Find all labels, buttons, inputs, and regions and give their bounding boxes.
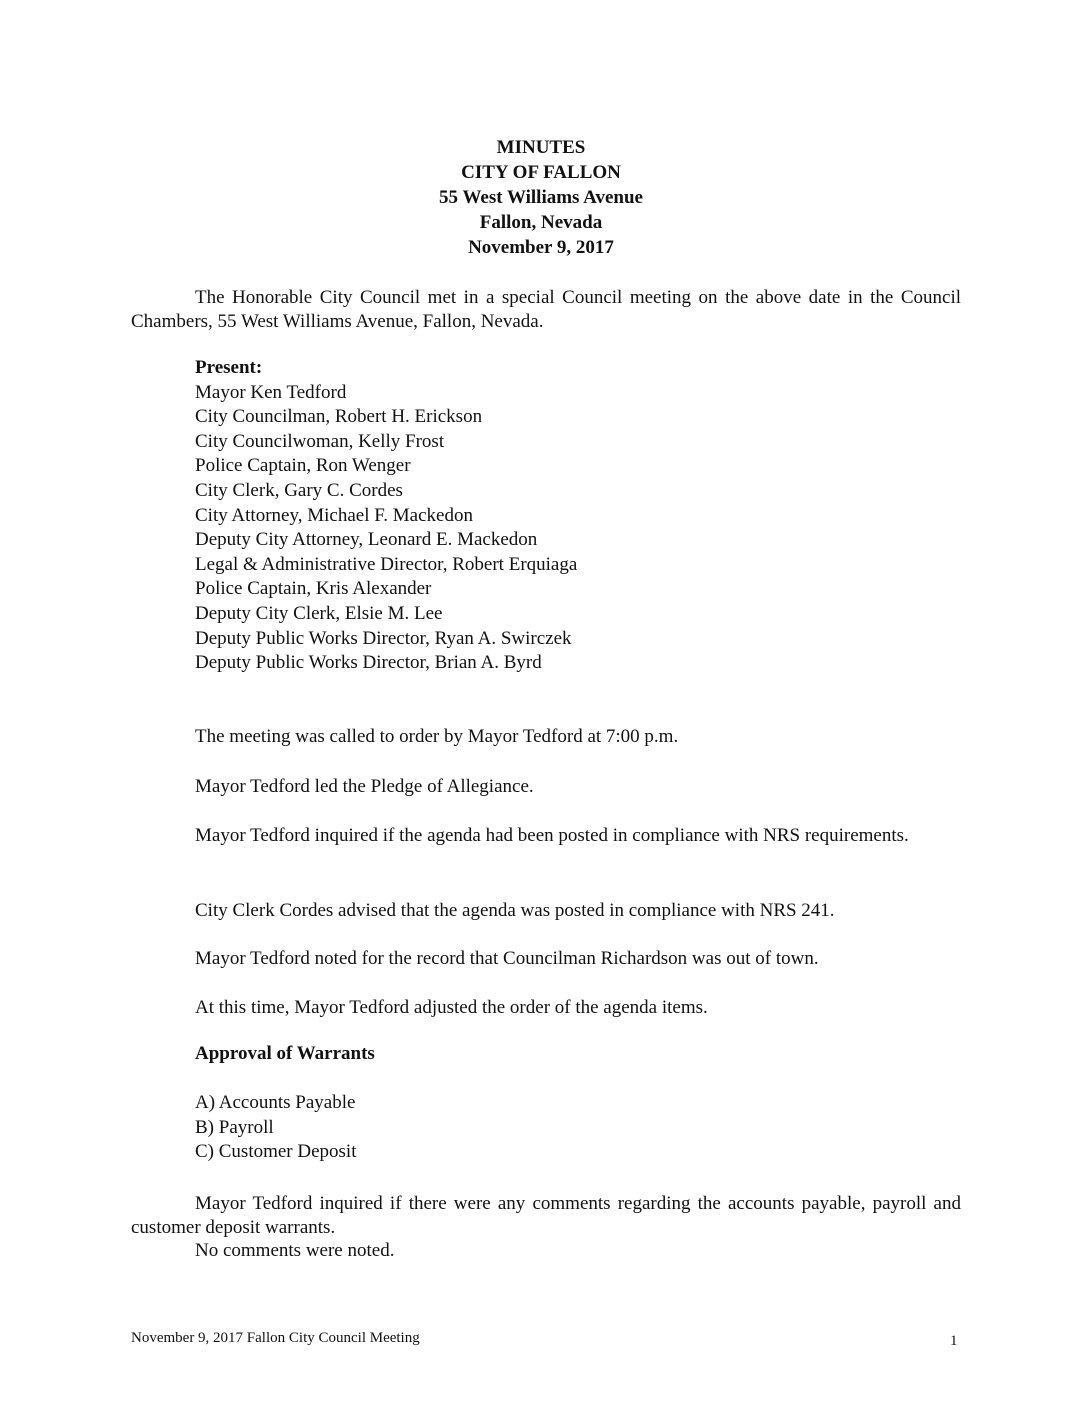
attendee: Mayor Ken Tedford — [195, 381, 347, 403]
warrants-inquiry-paragraph: Mayor Tedford inquired if there were any comments regarding the accounts payable, payroll and customer deposit warrants. — [131, 1193, 961, 1238]
list-item: C) Customer Deposit — [195, 1141, 357, 1162]
footer-meeting-label: November 9, 2017 Fallon City Council Meeting — [131, 1330, 420, 1346]
attendee: City Councilwoman, Kelly Frost — [195, 430, 445, 452]
list-item: A) Accounts Payable — [195, 1092, 356, 1113]
attendee: Police Captain, Ron Wenger — [195, 455, 411, 477]
warrants-section-title: Approval of Warrants — [195, 1043, 375, 1064]
attendee: Legal & Administrative Director, Robert Erquiaga — [195, 553, 578, 575]
attendee: Deputy Public Works Director, Brian A. Byrd — [195, 652, 542, 674]
called-to-order-line: The meeting was called to order by Mayor Tedford at 7:00 p.m. — [195, 726, 679, 747]
intro-paragraph: The Honorable City Council met in a special Council meeting on the above date in the Council Chambers, 55 West Williams Avenue, Fallon, Nevada. — [131, 287, 961, 332]
attendee: City Councilman, Robert H. Erickson — [195, 406, 483, 428]
header-address: 55 West Williams Avenue — [439, 187, 643, 208]
attendee: Police Captain, Kris Alexander — [195, 578, 432, 600]
attendee: City Attorney, Michael F. Mackedon — [195, 504, 473, 526]
agenda-order-line: At this time, Mayor Tedford adjusted the order of the agenda items. — [195, 997, 708, 1018]
attendee: City Clerk, Gary C. Cordes — [195, 479, 403, 501]
header-location: Fallon, Nevada — [479, 212, 603, 233]
page-number: 1 — [950, 1333, 958, 1349]
document-header — [0, 135, 1082, 260]
warrants-list — [195, 1091, 357, 1165]
no-comments-line: No comments were noted. — [195, 1240, 395, 1261]
attendee: Deputy Public Works Director, Ryan A. Swirczek — [195, 627, 572, 649]
present-label: Present: — [195, 357, 263, 378]
list-item: B) Payroll — [195, 1116, 274, 1138]
clerk-advised-line: City Clerk Cordes advised that the agenda was posted in compliance with NRS 241. — [195, 900, 835, 921]
header-date: November 9, 2017 — [468, 237, 614, 258]
attendance-list — [195, 356, 895, 676]
header-title: MINUTES — [496, 137, 586, 158]
attendee: Deputy City Clerk, Elsie M. Lee — [195, 602, 443, 624]
agenda-inquiry-paragraph: Mayor Tedford inquired if the agenda had been posted in compliance with NRS requirements. — [195, 825, 909, 846]
header-city: CITY OF FALLON — [461, 162, 621, 183]
attendee: Deputy City Attorney, Leonard E. Mackedon — [195, 529, 538, 551]
pledge-line: Mayor Tedford led the Pledge of Allegiance. — [195, 776, 534, 797]
absence-note-line: Mayor Tedford noted for the record that Councilman Richardson was out of town. — [195, 948, 819, 969]
